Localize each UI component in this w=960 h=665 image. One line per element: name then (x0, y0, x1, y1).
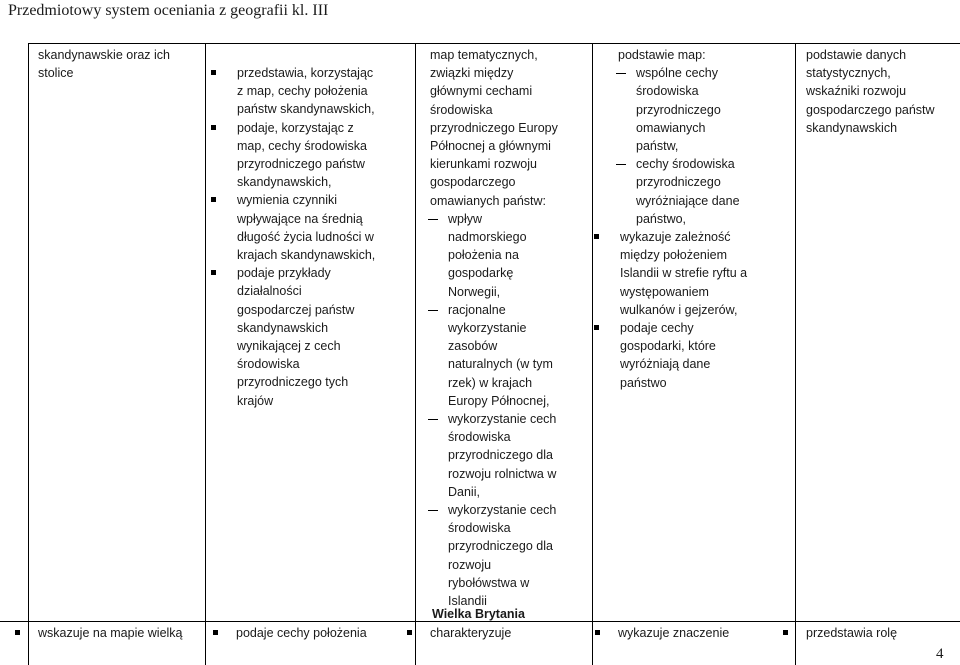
item-line: przyrodniczego (636, 102, 721, 117)
column-divider (592, 43, 593, 665)
table-top-border (28, 43, 960, 44)
item-line: rybołówstwa w (448, 575, 530, 590)
list-item (594, 228, 794, 319)
dash-icon (428, 219, 438, 220)
dash-list (426, 210, 590, 610)
topic-cell (38, 46, 170, 82)
item-line: wulkanów i gejzerów, (620, 302, 738, 317)
item-line: przyrodniczego państw (237, 157, 365, 172)
item-line: rzek) w krajach (448, 375, 533, 390)
item-line: charakteryzuje (430, 626, 512, 640)
item-line: skandynawskich, (237, 175, 332, 190)
item-line: występowaniem (620, 284, 709, 299)
list-item (614, 155, 794, 228)
topic-line: skandynawskie oraz ich (38, 48, 171, 62)
requirements-cell (618, 46, 794, 228)
item-line: wymienia czynniki (237, 193, 338, 208)
dash-icon (428, 310, 438, 311)
item-line: skandynawskich (806, 120, 898, 135)
item-line: związki między (430, 66, 514, 81)
item-line: wykazuje zależność (620, 230, 731, 244)
bullet-square-icon (211, 197, 216, 202)
item-line: statystycznych, (806, 66, 891, 81)
item-line: Europy Północnej, (448, 393, 550, 408)
item-line: podaje cechy położenia (236, 626, 367, 640)
item-line: gospodarczego (430, 175, 516, 190)
item-line: podaje, korzystając z (237, 120, 354, 135)
item-line: przyrodniczego Europy (430, 120, 558, 135)
item-line: naturalnych (w tym (448, 357, 553, 372)
section-title: Wielka Brytania (432, 607, 525, 621)
item-line: działalności (237, 284, 302, 299)
item-line: map tematycznych, (430, 48, 538, 62)
item-line: z map, cechy położenia (237, 84, 368, 99)
bullet-square-icon (211, 125, 216, 130)
item-line: krajach skandynawskich, (237, 248, 376, 263)
item-line: wyróżniające dane (636, 193, 740, 208)
item-line: omawianych (636, 120, 706, 135)
item-line: podstawie danych (806, 48, 907, 62)
item-line: Danii, (448, 484, 480, 499)
item-line: gospodarki, które (620, 339, 716, 354)
item-line: przedstawia, korzystając (237, 66, 374, 80)
item-line: nadmorskiego (448, 230, 527, 245)
item-line: gospodarkę (448, 266, 514, 281)
item-line: Islandii (448, 594, 487, 609)
column-divider (795, 43, 796, 665)
item-line: państw skandynawskich, (237, 102, 375, 117)
bullet-square-icon (211, 70, 216, 75)
list-item (426, 501, 590, 610)
item-line: państwo, (636, 211, 687, 226)
item-line: długość życia ludności w (237, 229, 374, 244)
list-item (211, 264, 411, 410)
list-item (426, 301, 590, 410)
bullet-square-icon (595, 630, 600, 635)
document-title: Przedmiotowy system oceniania z geografii kl. III (8, 2, 329, 19)
item-line: wykorzystanie (448, 321, 527, 336)
bullet-square-icon (15, 630, 20, 635)
item-line: rozwoju (448, 557, 492, 572)
item-line: wskazuje na mapie wielką (38, 626, 183, 640)
column-divider (415, 43, 416, 665)
item-line: skandynawskich (237, 320, 329, 335)
item-line: racjonalne (448, 302, 506, 317)
item-line: wskaźniki rozwoju (806, 84, 907, 99)
bullet-square-icon (594, 325, 599, 330)
list-item (211, 119, 411, 192)
item-line: państwo (620, 375, 667, 390)
dash-list (614, 64, 794, 228)
requirements-cell (430, 46, 590, 610)
bottom-row-item (38, 624, 183, 642)
bottom-row-item (806, 624, 897, 642)
list-item (426, 410, 590, 501)
item-line: omawianych państw: (430, 193, 547, 208)
item-line: zasobów (448, 339, 498, 354)
item-line: krajów (237, 393, 274, 408)
item-line: Islandii w strefie ryftu a (620, 266, 748, 281)
item-line: środowiska (636, 84, 699, 99)
item-line: przyrodniczego (636, 175, 721, 190)
bullet-square-icon (407, 630, 412, 635)
item-line: rozwoju rolnictwa w (448, 466, 557, 481)
item-line: przedstawia rolę (806, 626, 898, 640)
dash-icon (616, 164, 626, 165)
bullet-square-icon (783, 630, 788, 635)
bullet-square-icon (211, 270, 216, 275)
item-line: wykorzystanie cech (448, 412, 557, 427)
item-line: podaje cechy (620, 321, 694, 336)
item-line: przyrodniczego tych (237, 375, 349, 390)
item-line: głównymi cechami (430, 84, 533, 99)
item-line: cechy środowiska (636, 157, 735, 172)
item-line: przyrodniczego dla (448, 448, 553, 463)
item-line: położenia na (448, 248, 519, 263)
list-item (614, 64, 794, 155)
dash-icon (428, 510, 438, 511)
item-line: podstawie map: (618, 48, 706, 62)
column-divider (205, 43, 206, 665)
item-line: przyrodniczego dla (448, 539, 553, 554)
item-line: wspólne cechy (636, 66, 718, 81)
requirements-cell (806, 46, 956, 137)
item-line: wpływające na średnią (237, 211, 363, 226)
column-divider (28, 43, 29, 665)
item-line: Norwegii, (448, 284, 501, 299)
requirements-list (594, 228, 794, 392)
item-line: kierunkami rozwoju (430, 157, 537, 172)
item-line: podaje przykłady (237, 266, 331, 281)
item-line: gospodarczej państw (237, 302, 355, 317)
item-line: środowiska (430, 102, 493, 117)
bottom-row-item (236, 624, 367, 642)
item-line: map, cechy środowiska (237, 138, 367, 153)
item-line: środowiska (448, 521, 511, 536)
item-line: między położeniem (620, 248, 727, 263)
list-item (211, 64, 411, 119)
bullet-square-icon (213, 630, 218, 635)
item-line: wpływ (448, 211, 483, 226)
requirements-list (211, 64, 411, 410)
dash-icon (428, 419, 438, 420)
item-line: środowiska (448, 430, 511, 445)
item-line: wykazuje znaczenie (618, 626, 730, 640)
dash-icon (616, 73, 626, 74)
bullet-square-icon (594, 234, 599, 239)
list-item (426, 210, 590, 301)
item-line: wykorzystanie cech (448, 503, 557, 518)
item-line: środowiska (237, 357, 300, 372)
list-item (211, 191, 411, 264)
bottom-row-item (430, 624, 511, 642)
item-line: gospodarczego państw (806, 102, 935, 117)
list-item (594, 319, 794, 392)
bottom-row-item (618, 624, 729, 642)
topic-line: stolice (38, 66, 74, 81)
item-line: państw, (636, 139, 679, 154)
page-number: 4 (936, 646, 944, 662)
item-line: wyróżniają dane (620, 357, 711, 372)
item-line: Północnej a głównymi (430, 139, 551, 154)
item-line: wynikającej z cech (237, 339, 341, 354)
